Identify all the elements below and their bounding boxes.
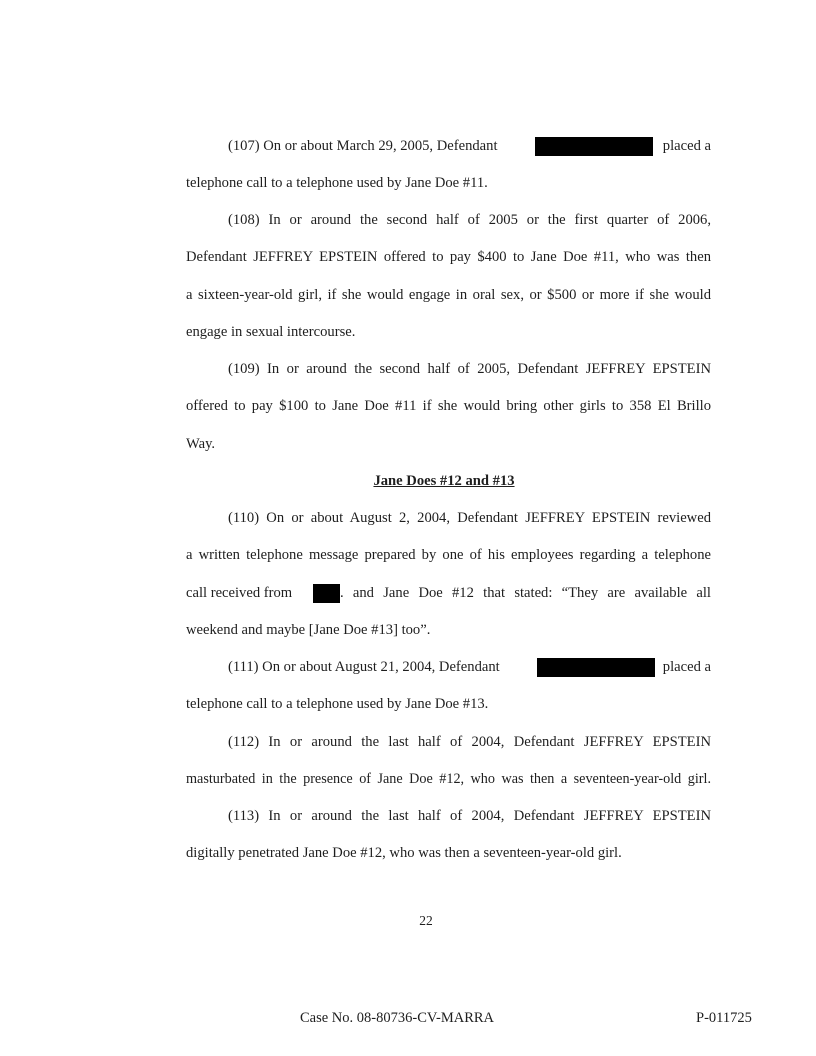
- paragraph-112-line-2: masturbated in the presence of Jane Doe #12, who was then a seventeen-year-old girl.: [186, 771, 711, 787]
- paragraph-108-line-4: engage in sexual intercourse.: [186, 324, 356, 340]
- paragraph-110-line-4: weekend and maybe [Jane Doe #13] too”.: [186, 622, 431, 638]
- paragraph-110-line-2: a written telephone message prepared by one of his employees regarding a telephone: [186, 547, 711, 563]
- paragraph-111-line-2: telephone call to a telephone used by Jane Doe #13.: [186, 696, 489, 712]
- paragraph-107-text-start: (107) On or about March 29, 2005, Defendant: [228, 138, 498, 154]
- paragraph-110-text-start: call received from: [186, 585, 293, 601]
- paragraph-108-line-2: Defendant JEFFREY EPSTEIN offered to pay $400 to Jane Doe #11, who was then: [186, 249, 711, 265]
- paragraph-107-line-2: telephone call to a telephone used by Jane Doe #11.: [186, 175, 488, 191]
- paragraph-113-line-1: (113) In or around the last half of 2004, Defendant JEFFREY EPSTEIN: [228, 808, 711, 824]
- paragraph-111-line-1: [228, 658, 711, 676]
- redaction-box: [535, 137, 653, 156]
- paragraph-112-line-1: (112) In or around the last half of 2004, Defendant JEFFREY EPSTEIN: [228, 734, 711, 750]
- bates-number: P-011725: [696, 1010, 752, 1026]
- paragraph-110-line-3: [186, 584, 711, 602]
- paragraph-109-line-1: (109) In or around the second half of 2005, Defendant JEFFREY EPSTEIN: [228, 361, 711, 377]
- paragraph-110-line-1: (110) On or about August 2, 2004, Defendant JEFFREY EPSTEIN reviewed: [228, 510, 711, 526]
- paragraph-107-line-1: [228, 137, 711, 155]
- paragraph-107-text-end: placed a: [662, 138, 711, 154]
- paragraph-111-text-start: (111) On or about August 21, 2004, Defendant: [228, 659, 500, 675]
- paragraph-108-line-1: (108) In or around the second half of 2005 or the first quarter of 2006,: [228, 212, 711, 228]
- paragraph-109-line-2: offered to pay $100 to Jane Doe #11 if she would bring other girls to 358 El Brillo: [186, 398, 711, 414]
- redaction-box: [537, 658, 655, 677]
- redaction-box: [313, 584, 340, 603]
- page-number: 22: [419, 913, 433, 928]
- paragraph-113-line-2: digitally penetrated Jane Doe #12, who was then a seventeen-year-old girl.: [186, 845, 622, 861]
- case-number: Case No. 08-80736-CV-MARRA: [300, 1010, 495, 1026]
- paragraph-109-line-3: Way.: [186, 436, 216, 452]
- section-heading: Jane Does #12 and #13: [373, 473, 515, 489]
- paragraph-108-line-3: a sixteen-year-old girl, if she would engage in oral sex, or $500 or more if she would: [186, 287, 711, 303]
- paragraph-111-text-end: placed a: [662, 659, 711, 675]
- paragraph-110-text-end: . and Jane Doe #12 that stated: “They are available all: [340, 585, 711, 601]
